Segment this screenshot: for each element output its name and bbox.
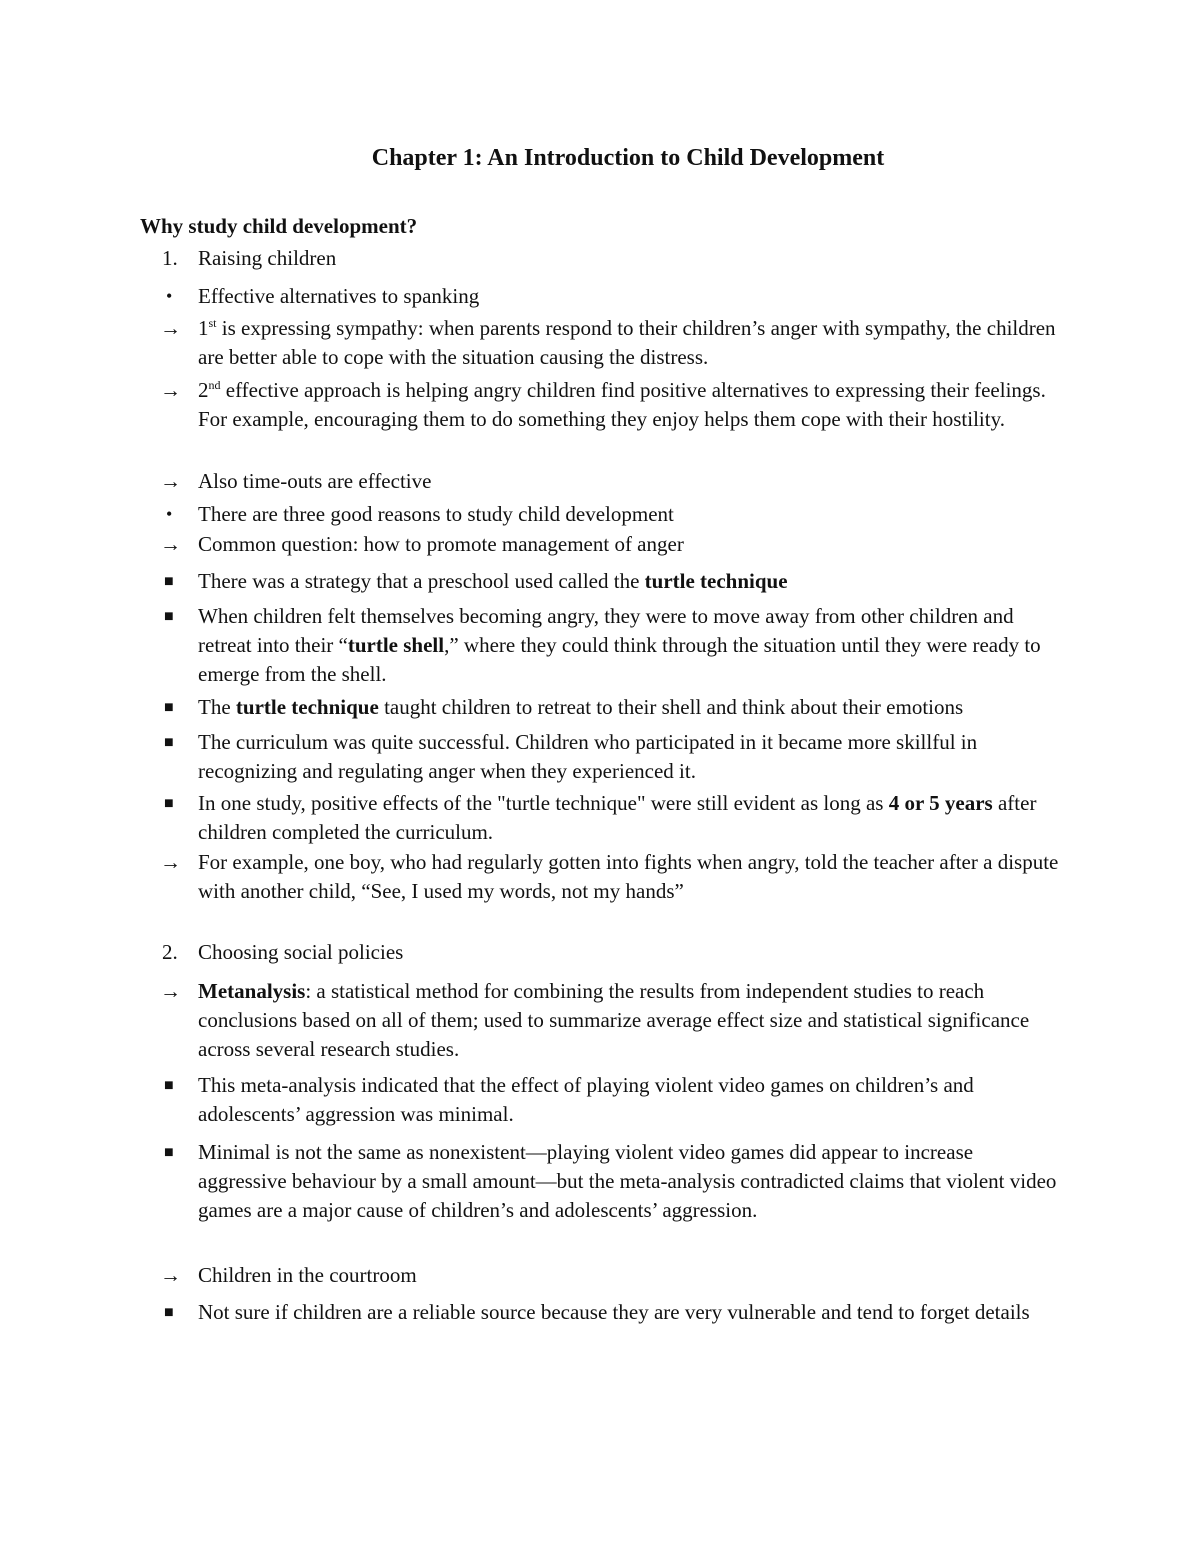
list-marker: →	[160, 378, 181, 402]
list-marker: •	[166, 504, 173, 524]
text-run: Raising children	[198, 246, 337, 270]
list-item-text	[198, 1138, 1060, 1225]
list-marker: ■	[164, 795, 174, 812]
list-item	[160, 848, 1060, 906]
list-item	[160, 530, 1060, 559]
text-run: This meta-analysis indicated that the effect of playing violent video games on children’s and adolescents’ aggression was minimal.	[198, 1073, 974, 1126]
bold-text: turtle technique	[235, 695, 379, 719]
list-marker: 1.	[162, 246, 178, 270]
list-item	[160, 1071, 1060, 1129]
text-run: Effective alternatives to spanking	[198, 284, 480, 308]
bold-text: turtle shell	[347, 633, 445, 657]
list-item-text	[198, 1071, 1060, 1129]
list-marker: →	[160, 850, 181, 874]
list-item-text	[198, 376, 1060, 434]
text-run: taught children to retreat to their shell and think about their emotions	[378, 695, 964, 719]
list-item-text	[198, 789, 1060, 847]
text-run: Children in the courtroom	[198, 1263, 417, 1287]
list-marker: ■	[164, 608, 174, 625]
text-run: Minimal is not the same as nonexistent—playing violent video games did appear to increase aggressive behaviour by a small amount—but the meta-analysis contradicted claims that violent video games are a major cause of children’s and adolescents’ aggression.	[198, 1140, 1057, 1222]
list-marker: →	[160, 1263, 181, 1287]
list-item	[160, 244, 1060, 273]
list-marker: →	[160, 316, 181, 340]
list-item-text	[198, 938, 1060, 967]
list-item-text	[198, 693, 1060, 722]
list-item	[160, 602, 1060, 689]
list-item-text	[198, 500, 1060, 529]
bold-text: Metanalysis	[198, 979, 306, 1003]
list-item	[160, 938, 1060, 967]
list-marker: →	[160, 532, 181, 556]
list-item	[160, 789, 1060, 847]
list-marker: ■	[164, 1144, 174, 1161]
list-item	[160, 693, 1060, 722]
text-run: effective approach is helping angry children find positive alternatives to expressing their feelings. For example, encouraging them to do something they enjoy helps them cope with their hostility.	[198, 378, 1046, 431]
bold-text: turtle technique	[644, 569, 788, 593]
text-run: For example, one boy, who had regularly gotten into fights when angry, told the teacher after a dispute with another child, “See, I used my words, not my hands”	[198, 850, 1059, 903]
text-run: In one study, positive effects of the "turtle technique" were still evident as long as	[198, 791, 889, 815]
list-item-text	[198, 530, 1060, 559]
list-item-text	[198, 244, 1060, 273]
text-run: 1	[198, 316, 209, 340]
list-item	[160, 467, 1060, 496]
ordinal-suffix: nd	[208, 378, 221, 392]
list-marker: →	[160, 979, 181, 1003]
list-marker: ■	[164, 573, 174, 590]
list-item-text	[198, 848, 1060, 906]
text-run: is expressing sympathy: when parents respond to their children’s anger with sympathy, the children are better able to cope with the situation causing the distress.	[198, 316, 1056, 369]
text-run: The	[198, 695, 236, 719]
text-run: : a statistical method for combining the results from independent studies to reach conclusions based on all of them; used to summarize average effect size and statistical significance across several research studies.	[198, 979, 1030, 1061]
text-run: Common question: how to promote management of anger	[198, 532, 684, 556]
text-run: The curriculum was quite successful. Children who participated in it became more skillful in recognizing and regulating anger when they experienced it.	[198, 730, 978, 783]
list-marker: 2.	[162, 940, 178, 964]
list-marker: →	[160, 469, 181, 493]
list-item	[160, 728, 1060, 786]
list-item-text	[198, 1261, 1060, 1290]
text-run: 2	[198, 378, 209, 402]
text-run: after children completed the curriculum.	[198, 791, 1037, 844]
list-item-text	[198, 282, 1060, 311]
list-item	[160, 1261, 1060, 1290]
text-run: When children felt themselves becoming angry, they were to move away from other children and retreat into their “	[198, 604, 1014, 657]
list-item	[160, 1298, 1060, 1327]
text-run: There was a strategy that a preschool used called the	[198, 569, 645, 593]
list-item	[160, 282, 1060, 311]
list-marker: ■	[164, 1304, 174, 1321]
text-run: Also time-outs are effective	[198, 469, 432, 493]
bold-text: 4 or 5 years	[888, 791, 993, 815]
list-item-text	[198, 602, 1060, 689]
list-marker: ■	[164, 1077, 174, 1094]
list-item-text	[198, 728, 1060, 786]
text-run: Not sure if children are a reliable source because they are very vulnerable and tend to forget details	[198, 1300, 1030, 1324]
list-item-text	[198, 567, 1060, 596]
list-item	[160, 977, 1060, 1064]
list-marker: •	[166, 286, 173, 306]
list-item	[160, 1138, 1060, 1225]
list-item	[160, 314, 1060, 372]
list-item	[160, 376, 1060, 434]
list-marker: ■	[164, 734, 174, 751]
list-item	[160, 500, 1060, 529]
list-item-text	[198, 1298, 1060, 1327]
list-item-text	[198, 314, 1060, 372]
list-item	[160, 567, 1060, 596]
text-run: ,” where they could think through the situation until they were ready to emerge from the shell.	[198, 633, 1041, 686]
page-title: Chapter 1: An Introduction to Child Development	[371, 145, 885, 171]
text-run: Choosing social policies	[198, 940, 404, 964]
ordinal-suffix: st	[208, 316, 217, 330]
list-marker: ■	[164, 699, 174, 716]
list-item-text	[198, 467, 1060, 496]
list-item-text	[198, 977, 1060, 1064]
section-heading: Why study child development?	[140, 214, 418, 238]
text-run: There are three good reasons to study child development	[198, 502, 674, 526]
